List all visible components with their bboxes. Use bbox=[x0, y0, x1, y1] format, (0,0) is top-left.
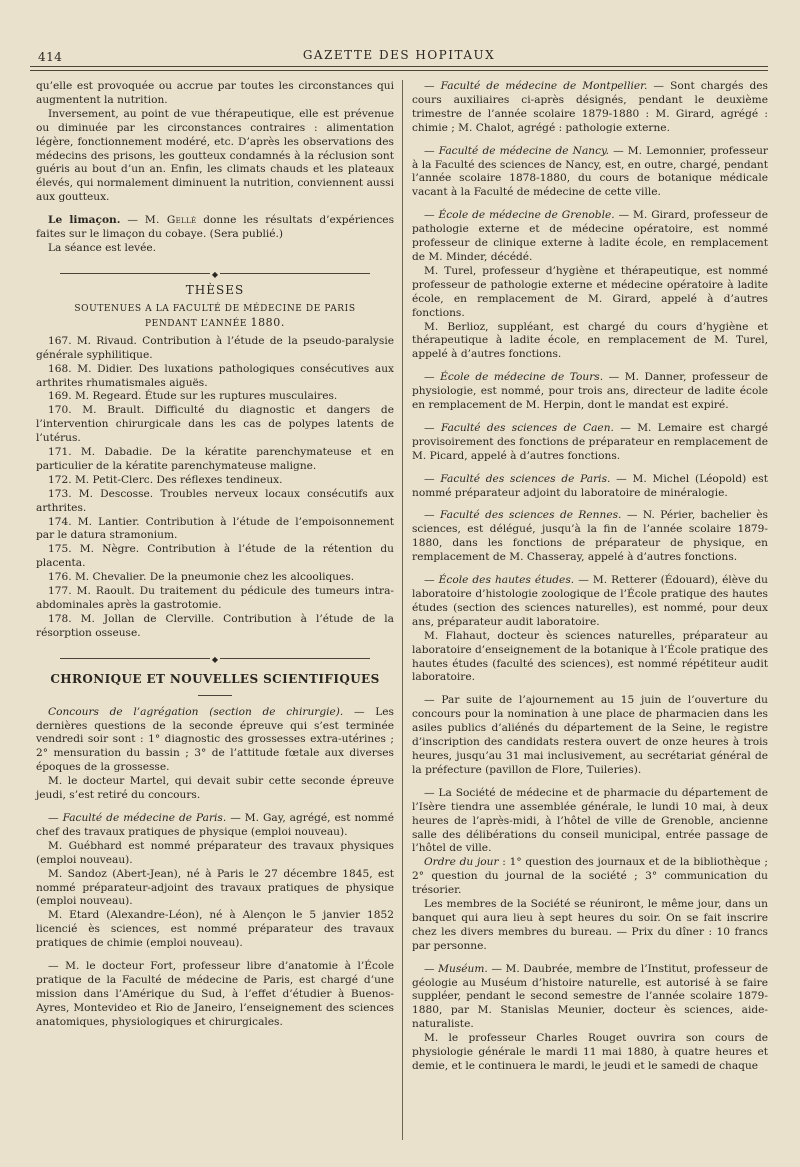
limacon-author: M. Gellé bbox=[144, 214, 197, 227]
tours-lead: — École de médecine de Tours. bbox=[424, 371, 604, 384]
paragraph-nancy bbox=[412, 145, 768, 201]
running-title: GAZETTE DES HOPITAUX bbox=[302, 48, 496, 62]
these-item: 175. M. Nègre. Contribution à l’étude de la rétention du placenta. bbox=[36, 543, 394, 570]
paragraph-montpellier bbox=[412, 80, 768, 136]
montpellier-text: — Sont chargés des cours auxiliaires ci-après désignés, pendant le deuxième trimestre de l’année scolaire 1879-1880 : M. Girard, agrégé : chimie ; M. Chalot, agrégé : pathologie externe. bbox=[412, 80, 768, 134]
these-item: 169. M. Regeard. Étude sur les ruptures musculaires. bbox=[48, 390, 338, 403]
paragraph-guebhard: M. Guébhard est nommé préparateur des travaux physiques (emploi nouveau). bbox=[36, 839, 394, 866]
sciences-paris-lead: — Faculté des sciences de Paris. bbox=[424, 472, 611, 485]
paragraph-banquet: Les membres de la Société se réuniront, le même jour, dans un banquet qui aura lieu à sept heures du soir. On se fait inscrire chez les divers membres du bureau. — Prix du dîner : 10 francs par personne. bbox=[412, 898, 768, 952]
these-item: 173. M. Descosse. Troubles nerveux locaux consécutifs aux arthrites. bbox=[36, 487, 394, 514]
paragraph-ajournement: — Par suite de l’ajournement au 15 juin de l’ouverture du concours pour la nomination à une place de pharmacien dans les asiles publics d’aliénés du département de la Seine, le registre d’inscription des candidats restera ouvert de onze heures à trois heures, jusqu’au 31 mai inclusivement, au secrétariat général de la préfecture (pavillon de Flore, Tuileries). bbox=[412, 694, 768, 776]
paragraph-flahaut: M. Flahaut, docteur ès sciences naturelles, préparateur au laboratoire d’enseignement de la botanique à l’École pratique des hautes études (faculté des sciences), est nommé répétiteur audit laboratoire. bbox=[412, 629, 768, 684]
paragraph-ordre-du-jour bbox=[412, 856, 768, 898]
paragraph-museum bbox=[412, 963, 768, 1033]
theses-subheading-line1: SOUTENUES A LA FACULTÉ DE MÉDECINE DE PARIS bbox=[74, 303, 356, 314]
these-item: 178. M. Jollan de Clerville. Contribution à l’étude de la résorption osseuse. bbox=[36, 612, 394, 639]
caen-lead: — Faculté des sciences de Caen. bbox=[424, 421, 614, 434]
paragraph-turel: M. Turel, professeur d’hygiène et thérapeutique, est nommé professeur de pathologie externe et médecine opératoire à ladite école, en remplacement de M. Girard, appelé à d’autres fonctions. bbox=[412, 264, 768, 319]
theses-subheading bbox=[36, 303, 394, 331]
rennes-text: — N. Périer, bachelier ès sciences, est délégué, jusqu’à la fin de l’année scolaire 1879-1880, dans les fonctions de préparateur de physique, en remplacement de M. Chasseray, appelé à d’autres fonctions. bbox=[412, 509, 768, 564]
paragraph-berlioz: M. Berlioz, suppléant, est chargé du cours d’hygiène et thérapeutique à ladite école, en remplacement de M. Turel, appelé à d’autres fonctions. bbox=[412, 320, 768, 361]
header-rule-top bbox=[30, 66, 768, 67]
paragraph-isere: — La Société de médecine et de pharmacie du département de l’Isère tiendra une assemblée générale, le lundi 10 mai, à deux heures de l’après-midi, à l’hôtel de ville de Grenoble, ancienne salle des délibérations du conseil municipal, entrée passage de l’hôtel de ville. bbox=[412, 786, 768, 855]
paragraph-grenoble bbox=[412, 209, 768, 265]
paragraph-faculte-paris bbox=[36, 812, 394, 840]
these-item: 170. M. Brault. Difficulté du diagnostic et dangers de l’intervention chirurgicale dans les cas de polypes latents de l’utérus. bbox=[36, 404, 394, 445]
paragraph-martel: M. le docteur Martel, qui devait subir cette seconde épreuve jeudi, s’est retiré du concours. bbox=[36, 775, 394, 802]
theses-period: PENDANT L’ANNÉE bbox=[145, 318, 251, 329]
these-item: 176. M. Chevalier. De la pneumonie chez les alcooliques. bbox=[48, 571, 355, 584]
caen-text: — M. Lemaire est chargé provisoirement des fonctions de préparateur en remplacement de M. Picard, appelé à d’autres fonctions. bbox=[412, 421, 768, 462]
paragraph-fort: — M. le docteur Fort, professeur libre d’anatomie à l’École pratique de la Faculté de médecine de Paris, est chargé d’une mission dans l’Amérique du Sud, à l’effet d’étudier à Buenos-Ayres, Montevideo et Rio de Janeiro, l’enseignement des sciences anatomiques, physiologiques et chirurgicales. bbox=[36, 960, 394, 1028]
chronique-heading: CHRONIQUE ET NOUVELLES SCIENTIFIQUES bbox=[50, 671, 380, 686]
page-header bbox=[30, 42, 768, 68]
header-rule-bottom bbox=[30, 70, 768, 71]
paragraph-rennes bbox=[412, 509, 768, 565]
faculte-paris-text: — M. Gay, agrégé, est nommé chef des travaux pratiques de physique (emploi nouveau). bbox=[36, 811, 395, 838]
paragraph-nutrition: qu’elle est provoquée ou accrue par toutes les circonstances qui augmentent la nutrition. bbox=[36, 80, 394, 106]
agregation-lead: Concours de l’agrégation (section de chirurgie). bbox=[48, 705, 344, 718]
faculte-paris-lead: — Faculté de médecine de Paris. bbox=[48, 811, 227, 824]
left-column bbox=[36, 80, 394, 1030]
theses-subheading-line2 bbox=[36, 316, 394, 331]
ordre-text: : 1° question des journaux et de la bibliothèque ; 2° question du journal de la société ; 3° communication du trésorier. bbox=[412, 856, 768, 897]
grenoble-lead: — École de médecine de Grenoble. bbox=[424, 209, 615, 222]
page-number: 414 bbox=[38, 50, 63, 64]
paragraph-sandoz: M. Sandoz (Abert-Jean), né à Paris le 27 décembre 1845, est nommé préparateur-adjoint des travaux pratiques de physique (emploi nouveau). bbox=[36, 867, 394, 908]
nancy-lead: — Faculté de médecine de Nancy. bbox=[424, 144, 609, 157]
ornament-divider: ◆ bbox=[36, 653, 394, 659]
paragraph-agregation bbox=[36, 706, 394, 776]
rennes-lead: — Faculté des sciences de Rennes. bbox=[424, 509, 622, 522]
these-item: 172. M. Petit-Clerc. Des réflexes tendineux. bbox=[48, 473, 283, 486]
short-rule bbox=[198, 695, 232, 696]
nancy-text: — M. Lemonnier, professeur à la Faculté des sciences de Nancy, est, en outre, chargé, pendant l’année scolaire 1878-1880, du cours de botanique médicale vacant à la Faculté de médecine de cette ville. bbox=[412, 144, 768, 199]
museum-text: — M. Daubrée, membre de l’Institut, professeur de géologie au Muséum d’histoire naturelle, est autorisé à se faire suppléer, pendant le second semestre de l’année scolaire 1879-1880, par M. Stanislas Meunier, docteur ès sciences, aide-naturaliste. bbox=[412, 962, 768, 1031]
limacon-title: Le limaçon. bbox=[48, 214, 121, 227]
theses-heading: THÈSES bbox=[185, 282, 245, 297]
montpellier-lead: — Faculté de médecine de Montpellier. bbox=[424, 80, 648, 92]
paragraph-sciences-paris bbox=[412, 473, 768, 501]
paragraph-hautes-etudes bbox=[412, 574, 768, 630]
paragraph-limacon bbox=[36, 214, 394, 242]
theses-year: 1880. bbox=[250, 315, 285, 329]
sciences-paris-text: — M. Michel (Léopold) est nommé préparateur adjoint du laboratoire de minéralogie. bbox=[412, 472, 768, 499]
these-item: 171. M. Dabadie. De la kératite parenchymateuse et en particulier de la kératite parenchymateuse maligne. bbox=[36, 446, 394, 472]
museum-lead: — Muséum. bbox=[424, 962, 488, 975]
hautes-etudes-text: — M. Retterer (Édouard), élève du laboratoire d’histologie zoologique de l’École pratique des hautes études (section des sciences naturelles), est nommé, pour deux ans, préparateur audit laboratoire. bbox=[412, 574, 768, 628]
these-item: 167. M. Rivaud. Contribution à l’étude de la pseudo-paralysie générale syphilitique. bbox=[36, 334, 394, 361]
paragraph-therapeutique: Inversement, au point de vue thérapeutique, elle est prévenue ou diminuée par les circonstances contraires : alimentation légère, fonctionnement modéré, etc. D’après les observations des médecins des prisons, les goutteux condamnés à la réclusion sont guéris au bout d’un an. Enfin, les climats chauds et les plateaux élevés, qui normalement diminuent la nutrition, conviennent aussi aux goutteux. bbox=[36, 107, 394, 204]
these-item: 174. M. Lantier. Contribution à l’étude de l’empoisonnement par le datura stramonium. bbox=[36, 515, 394, 542]
tours-text: — M. Danner, professeur de physiologie, est nommé, pour trois ans, directeur de ladite école en remplacement de M. Herpin, dont le mandat est expiré. bbox=[412, 371, 768, 412]
paragraph-caen bbox=[412, 422, 768, 464]
limacon-text: donne les résultats d’expériences faites sur le limaçon du cobaye. (Sera publié.) bbox=[36, 214, 395, 241]
ornament-divider: ◆ bbox=[36, 268, 394, 274]
these-item: 168. M. Didier. Des luxations pathologiques consécutives aux arthrites rhumatismales aiguës. bbox=[36, 362, 394, 389]
column-divider bbox=[402, 80, 403, 1140]
right-column bbox=[412, 80, 768, 1074]
paragraph-rouget: M. le professeur Charles Rouget ouvrira son cours de physiologie générale le mardi 11 mai 1880, à quatre heures et demie, et le continuera le mardi, le jeudi et le samedi de chaque bbox=[412, 1032, 768, 1072]
dash: — bbox=[120, 214, 145, 227]
these-item: 177. M. Raoult. Du traitement du pédicule des tumeurs intra-abdominales après la gastrotomie. bbox=[36, 585, 394, 611]
theses-list bbox=[36, 335, 394, 641]
hautes-etudes-lead: — École des hautes études. bbox=[424, 574, 575, 587]
ordre-lead: Ordre du jour bbox=[424, 856, 499, 869]
paragraph-etard: M. Etard (Alexandre-Léon), né à Alençon le 5 janvier 1852 licencié ès sciences, est nommé préparateur des travaux pratiques de chimie (emploi nouveau). bbox=[36, 909, 394, 950]
seance-levee: La séance est levée. bbox=[48, 241, 157, 254]
paragraph-tours bbox=[412, 371, 768, 413]
grenoble-text: — M. Girard, professeur de pathologie externe et de médecine opératoire, est nommé professeur de clinique externe à ladite école, en remplacement de M. Minder, décédé. bbox=[412, 209, 768, 263]
agregation-text: — Les dernières questions de la seconde épreuve qui s’est terminée vendredi soir sont : 1° diagnostic des grossesses extra-utérines ; 2° mensuration du bassin ; 3° de l’attitude fœtale aux diverses époques de la grossesse. bbox=[36, 705, 394, 774]
